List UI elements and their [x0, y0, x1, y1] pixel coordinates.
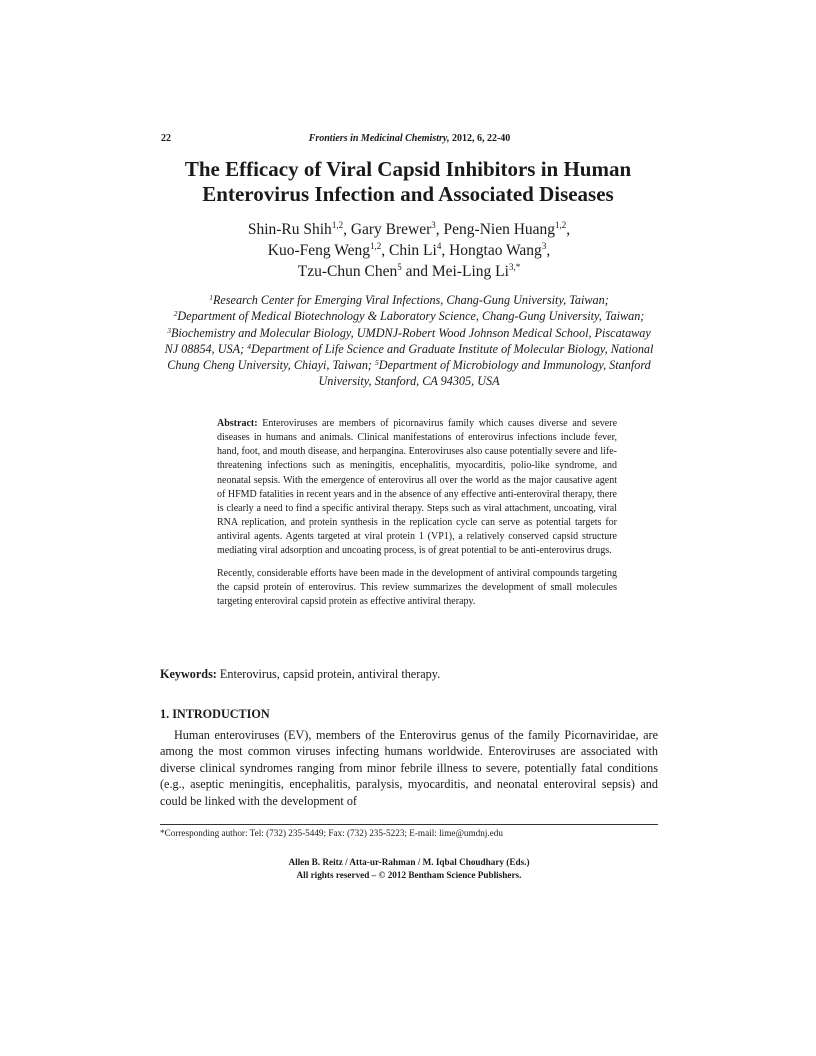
abstract [217, 417, 617, 617]
author-affiliation-mark: 3 [541, 241, 547, 251]
title-line-1: The Efficacy of Viral Capsid Inhibitors in Human [184, 157, 632, 181]
author-name: Shin-Ru Shih [247, 221, 332, 238]
author-name: Mei-Ling Li [431, 263, 509, 280]
affiliation: Department of Medical Biotechnology & Laboratory Science, Chang-Gung University, Taiwan; [177, 309, 645, 324]
author-name: Peng-Nien Huang [443, 221, 556, 238]
author-line-2: Kuo-Feng Weng$^{1,2}$, Chin Li$^4$, Hongtao Wang$^3$, [267, 241, 551, 259]
author-affiliation-mark: 1,2 [370, 241, 382, 251]
keywords [160, 667, 658, 682]
keywords-text: Enterovirus, capsid protein, antiviral therapy. [216, 667, 441, 681]
author-list [160, 219, 658, 282]
citation: 2012, 6, 22-40 [449, 133, 511, 144]
affiliation: Research Center for Emerging Viral Infections, Chang-Gung University, Taiwan; [212, 293, 609, 307]
paper-title [120, 157, 696, 207]
author-affiliation-mark: 1,2 [555, 220, 567, 230]
introduction-paragraph: Human enteroviruses (EV), members of the Enterovirus genus of the family Picornaviridae, are among the most common viruses infecting humans worldwide. Enteroviruses are associated with diverse clinical syndromes ranging from minor febrile illness to severe, potentially fatal conditions (e.g., aseptic meningitis, encephalitis, paralysis, myocarditis, and neonatal enteroviral sepsis) and could be linked with the development of [160, 728, 658, 808]
affiliation: Biochemistry and Molecular Biology, UMDNJ-Robert Wood Johnson Medical School, Piscataway NJ 08854, USA; [164, 325, 651, 356]
author-name: Gary Brewer [350, 221, 432, 238]
affiliation: Department of Life Science and Graduate Institute of Molecular Biology, National Chung Cheng University, Chiayi, Taiwan; [167, 341, 654, 373]
affiliation: Department of Microbiology and Immunology, Stanford University, Stanford, CA 94305, USA [318, 358, 651, 389]
abstract-label: Abstract: [217, 418, 258, 429]
author-name: Chin Li [389, 242, 437, 259]
author-name: Kuo-Feng Weng [267, 242, 371, 259]
author-affiliation-mark: 4 [436, 241, 442, 251]
author-affiliation-mark: 5 [397, 262, 402, 272]
abstract-paragraph-2: Recently, considerable efforts have been made in the development of antiviral compounds targeting the capsid protein of enterovirus. This review summarizes the development of small molecules targeting enteroviral capsid protein as effective antiviral therapy. [217, 567, 617, 607]
author-name: Hongtao Wang [449, 242, 542, 259]
page-footer [160, 856, 658, 882]
running-head [161, 133, 658, 147]
abstract-paragraph-1: Abstract: Enteroviruses are members of picornavirus family which causes diverse and severe diseases in humans and animals. Clinical manifestations of enterovirus infections include fever, hand, foot, and mouth disease, and herpangina. Enteroviruses also cause potentially severe and life-threatening infections such as meningitis, encephalitis, myocarditis, polio-like syndrome, and neonatal sepsis. With the emergence of enterovirus all over the world as the major causative agent of HFMD fatalities in recent years and in the absence of any effective anti-enteroviral therapy, there is clearly a need to find a specific antiviral therapy. Steps such as viral attachment, uncoating, viral RNA replication, and protein synthesis in the replication cycle can serve as potential targets for antiviral agents. Agents targeted at viral protein 1 (VP1), a relatively conserved capsid structure mediating viral adsorption and uncoating process, is of great potential to be anti-enterovirus drugs. [217, 418, 618, 557]
title-line-2: Enterovirus Infection and Associated Diseases [202, 182, 614, 206]
author-name: Tzu-Chun Chen [297, 263, 398, 280]
footnote-divider [160, 824, 658, 825]
footer-editors: Allen B. Reitz / Atta-ur-Rahman / M. Iqbal Choudhary (Eds.) [288, 857, 530, 867]
footer-rights: All rights reserved – © 2012 Bentham Science Publishers. [296, 870, 522, 880]
page-number: 22 [161, 133, 171, 144]
author-line-3: Tzu-Chun Chen$^5$ and Mei-Ling $Li^{3,*}$ [297, 262, 521, 280]
affiliations: $^1$Research Center for Emerging Viral Infections, Chang-Gung University, Taiwan; $^2$Department of Medical Biotechnology & Laboratory Science, Chang-Gung University, Taiwan; $^3$Biochemistry and Molecular Biology, UMDNJ-Robert Wood Johnson Medical School, Piscataway NJ 08854, USA; $^4$Department of Life Science and Graduate Institute of Molecular Biology, National Chung Cheng University, Chiayi, Taiwan; $^5$Department of Microbiology and Immunology, Stanford University, Stanford, CA 94305, USA [164, 293, 654, 389]
corresponding-author-footnote: *Corresponding author: Tel: (732) 235-5449; Fax: (732) 235-5223; E-mail: lime@umdnj.edu [160, 828, 503, 838]
journal-citation [161, 133, 658, 144]
journal-name: Frontiers in Medicinal Chemistry, [308, 133, 450, 144]
author-affiliation-mark: 1,2 [331, 220, 344, 230]
author-affiliation-mark: 3 [431, 220, 436, 230]
author-line-1: Shin-Ru Shih$^{1,2}$, Gary Brewer$^3$, Peng-Nien Huang$^{1,2}$, [247, 220, 571, 238]
keywords-label: Keywords: [160, 667, 217, 681]
section-heading-introduction: 1. INTRODUCTION [160, 707, 270, 721]
author-affiliation-mark: 3,* [508, 262, 521, 272]
